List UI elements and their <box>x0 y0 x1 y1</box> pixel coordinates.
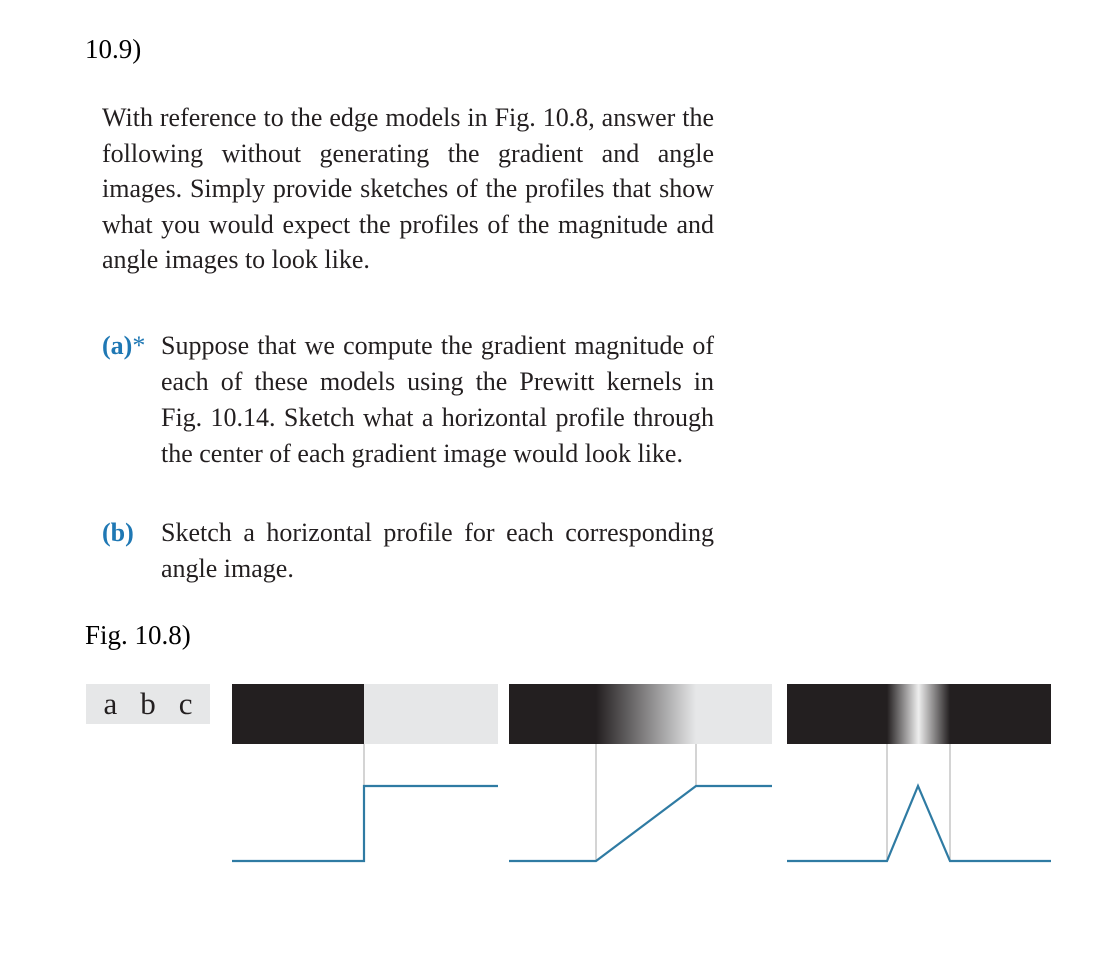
panel-a-dark-region <box>232 684 364 744</box>
part-b-label: (b) <box>102 518 134 547</box>
part-b-text: Sketch a horizontal profile for each corresponding angle image. <box>161 518 714 583</box>
problem-intro-text: With reference to the edge models in Fig. 10.8, answer the following without generating the gradient and angle images. Simply provide sketches of the profiles that show what you would expect the profiles of the magnitude and angle images to look like. <box>102 103 714 274</box>
panel-a-profile-line <box>232 786 498 861</box>
figure-caption: Fig. 10.8) <box>85 620 191 650</box>
panel-a-step-edge <box>232 684 498 861</box>
panel-c-roof-edge <box>787 684 1051 861</box>
part-a-star: * <box>132 331 146 360</box>
part-a-label-text: (a) <box>102 331 133 360</box>
problem-number: 10.9) <box>85 34 142 64</box>
panel-b-ramp-region <box>596 684 696 744</box>
panel-c-right-dark-region <box>950 684 1051 744</box>
panel-b-profile-line <box>509 786 772 861</box>
panel-c-roof-region <box>887 684 950 744</box>
panel-b-ramp-edge <box>509 684 772 861</box>
panel-label-a: a <box>103 686 118 721</box>
panel-b-light-region <box>696 684 772 744</box>
panel-label-b: b <box>140 686 156 721</box>
panel-a-light-region <box>364 684 498 744</box>
panel-label-c: c <box>178 686 193 721</box>
part-a-text: Suppose that we compute the gradient magnitude of each of these models using the Prewitt kernels in Fig. 10.14. Sketch what a horizontal profile through the center of each gradient image would look like. <box>161 331 714 468</box>
panel-b-dark-region <box>509 684 596 744</box>
panel-c-left-dark-region <box>787 684 887 744</box>
panel-c-profile-line <box>787 786 1051 861</box>
